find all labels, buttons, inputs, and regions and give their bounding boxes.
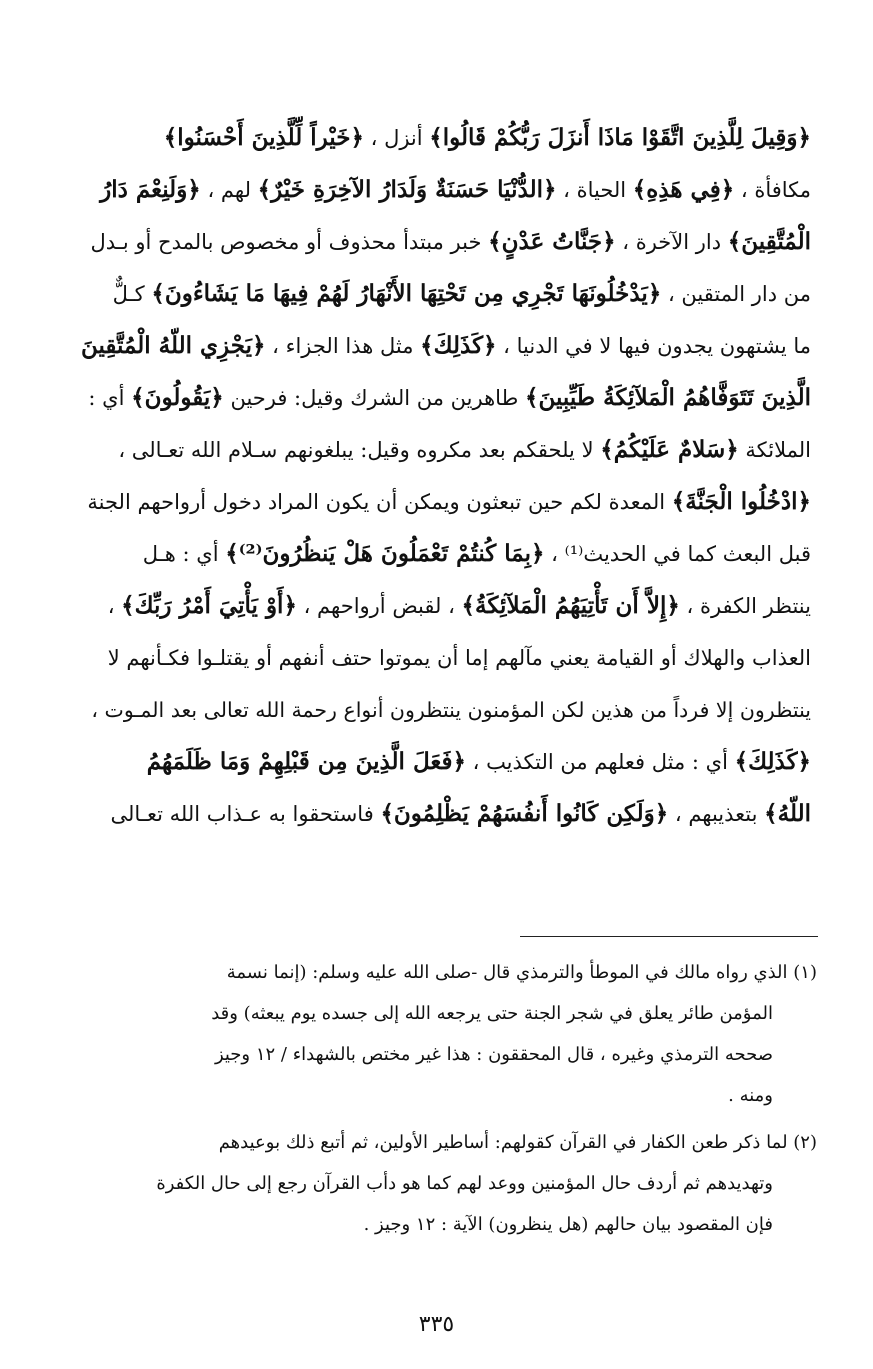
quran-quote: الْمُتَّقِينَ﴾	[727, 228, 811, 255]
quran-quote: ﴿جَنَّاتُ عَدْنٍ﴾	[488, 228, 616, 255]
quran-quote: ﴿كَذَلِكَ﴾	[420, 332, 497, 359]
footnote-line: ومنه .	[728, 1085, 773, 1106]
quran-quote: ﴿ادْخُلُوا الْجَنَّةَ﴾	[671, 488, 811, 515]
quran-quote: ﴿وَلَنِعْمَ دَارُ	[100, 176, 201, 203]
text-line: اللّهُ﴾ بتعذيبهم ، ﴿وَلَكِن كَانُوا أَنفُسَهُمْ يَظْلِمُونَ﴾ فاستحقوا به عـذاب الله تعـالى	[110, 800, 811, 827]
text-line: ينتظر الكفرة ، ﴿إِلاَّ أَن تَأْتِيَهُمُ الْمَلآئِكَةُ﴾ ، لقبض أرواحهم ، ﴿أَوْ يَأْتِيَ أَمْرُ رَبِّكَ﴾ ،	[107, 592, 811, 619]
quran-quote: ﴿فَعَلَ الَّذِينَ مِن قَبْلِهِمْ وَمَا ظَلَمَهُمُ	[146, 748, 466, 775]
quran-quote: ﴿خَيْراً لِّلَّذِينَ أَحْسَنُوا﴾	[163, 124, 364, 151]
quran-quote: ﴿يَدْخُلُونَهَا تَجْرِي مِن تَحْتِهَا الأَنْهَارُ لَهُمْ فِيهَا مَا يَشَاءُونَ﴾	[151, 280, 662, 307]
quran-quote: ﴿يَقُولُونَ﴾	[131, 384, 224, 411]
quran-quote: ﴿وَقِيلَ لِلَّذِينَ اتَّقَوْا مَاذَا أَنزَلَ رَبُّكُمْ قَالُوا﴾	[429, 124, 811, 151]
quran-quote: ﴿الدُّنْيَا حَسَنَةٌ وَلَدَارُ الآخِرَةِ خَيْرٌ﴾	[257, 176, 557, 203]
footnote-line: فإن المقصود بيان حالهم (هل ينظرون) الآية : ١٢ وجيز .	[363, 1214, 773, 1235]
quran-quote: ﴿فِي هَذِهِ﴾	[632, 176, 735, 203]
text-line: ﴿وَقِيلَ لِلَّذِينَ اتَّقَوْا مَاذَا أَنزَلَ رَبُّكُمْ قَالُوا﴾ أنزل ، ﴿خَيْراً لِّلَّذِينَ أَحْسَنُوا﴾	[163, 124, 811, 151]
page-number: ٣٣٥	[418, 1312, 455, 1337]
quran-quote: ﴿إِلاَّ أَن تَأْتِيَهُمُ الْمَلآئِكَةُ﴾	[461, 592, 680, 619]
text-line: الْمُتَّقِينَ﴾ دار الآخرة ، ﴿جَنَّاتُ عَدْنٍ﴾ خبر مبتدأ محذوف أو مخصوص بالمدح أو بـدل	[90, 228, 811, 255]
text-line: ينتظرون إلا فرداً من هذين لكن المؤمنون ينتظرون أنواع رحمة الله تعالى بعد المـوت ،	[91, 698, 811, 722]
text-line: من دار المتقين ، ﴿يَدْخُلُونَهَا تَجْرِي مِن تَحْتِهَا الأَنْهَارُ لَهُمْ فِيهَا مَا يَشَاءُونَ﴾ كـلٌّ	[112, 280, 811, 307]
text-line: الملائكة ﴿سَلامٌ عَلَيْكُمُ﴾ لا يلحقكم بعد مكروه وقيل: يبلغونهم سـلام الله تعـالى ،	[118, 436, 811, 463]
footnote-line: المؤمن طائر يعلق في شجر الجنة حتى يرجعه الله إلى جسده يوم يبعثه) وقد	[211, 1003, 773, 1024]
text-line: قبل البعث كما في الحديث⁽¹⁾ ، ﴿بِمَا كُنتُمْ تَعْمَلُونَ هَلْ يَنظُرُونَ⁽²⁾﴾ أي : هـل	[142, 540, 811, 567]
text-line: ﴿ادْخُلُوا الْجَنَّةَ﴾ المعدة لكم حين تبعثون ويمكن أن يكون المراد دخول أرواحهم الجنة	[87, 488, 811, 515]
quran-quote: الَّذِينَ تَتَوَفَّاهُمُ الْمَلآئِكَةُ طَيِّبِينَ﴾	[524, 384, 811, 411]
quran-quote: اللّهُ﴾	[764, 800, 811, 827]
footnote-1	[76, 952, 817, 1116]
footnote-separator	[520, 936, 818, 937]
footnote-line: (٢) لما ذكر طعن الكفار في القرآن كقولهم: أساطير الأولين، ثم أتبع ذلك بوعيدهم	[218, 1132, 817, 1153]
main-text	[76, 112, 811, 840]
footnote-2	[76, 1122, 817, 1245]
text-line: الَّذِينَ تَتَوَفَّاهُمُ الْمَلآئِكَةُ طَيِّبِينَ﴾ طاهرين من الشرك وقيل: فرحين ﴿يَقُولُونَ﴾ أي :	[88, 384, 811, 411]
footnote-line: صححه الترمذي وغيره ، قال المحققون : هذا غير مختص بالشهداء / ١٢ وجيز	[214, 1044, 773, 1065]
quran-quote: ﴿وَلَكِن كَانُوا أَنفُسَهُمْ يَظْلِمُونَ﴾	[380, 800, 669, 827]
quran-quote: ﴿أَوْ يَأْتِيَ أَمْرُ رَبِّكَ﴾	[121, 592, 297, 619]
text-line: العذاب والهلاك أو القيامة يعني مآلهم إما أن يموتوا حتف أنفهم أو يقتلـوا فكـأنهم لا	[107, 646, 811, 670]
text-line: ما يشتهون يجدون فيها لا في الدنيا ، ﴿كَذَلِكَ﴾ مثل هذا الجزاء ، ﴿يَجْزِي اللّهُ الْمُتَّقِينَ	[80, 332, 811, 359]
text-line: ﴿كَذَلِكَ﴾ أي : مثل فعلهم من التكذيب ، ﴿فَعَلَ الَّذِينَ مِن قَبْلِهِمْ وَمَا ظَلَمَهُمُ	[146, 748, 811, 775]
quran-quote: ﴿كَذَلِكَ﴾	[734, 748, 811, 775]
quran-quote: ﴿بِمَا كُنتُمْ تَعْمَلُونَ هَلْ يَنظُرُونَ⁽²⁾﴾	[225, 540, 545, 567]
footnote-line: (١) الذي رواه مالك في الموطأ والترمذي قال -صلى الله عليه وسلم: (إنما نسمة	[226, 962, 817, 983]
quran-quote: ﴿سَلامٌ عَلَيْكُمُ﴾	[600, 436, 739, 463]
footnote-line: وتهديدهم ثم أردف حال المؤمنين ووعد لهم كما هو دأب القرآن رجع إلى حال الكفرة	[156, 1173, 773, 1194]
quran-quote: ﴿يَجْزِي اللّهُ الْمُتَّقِينَ	[80, 332, 266, 359]
footnotes	[76, 952, 817, 1245]
text-line: مكافأة ، ﴿فِي هَذِهِ﴾ الحياة ، ﴿الدُّنْيَا حَسَنَةٌ وَلَدَارُ الآخِرَةِ خَيْرٌ﴾ لهم ، ﴿وَلَنِعْمَ دَارُ	[100, 176, 811, 203]
